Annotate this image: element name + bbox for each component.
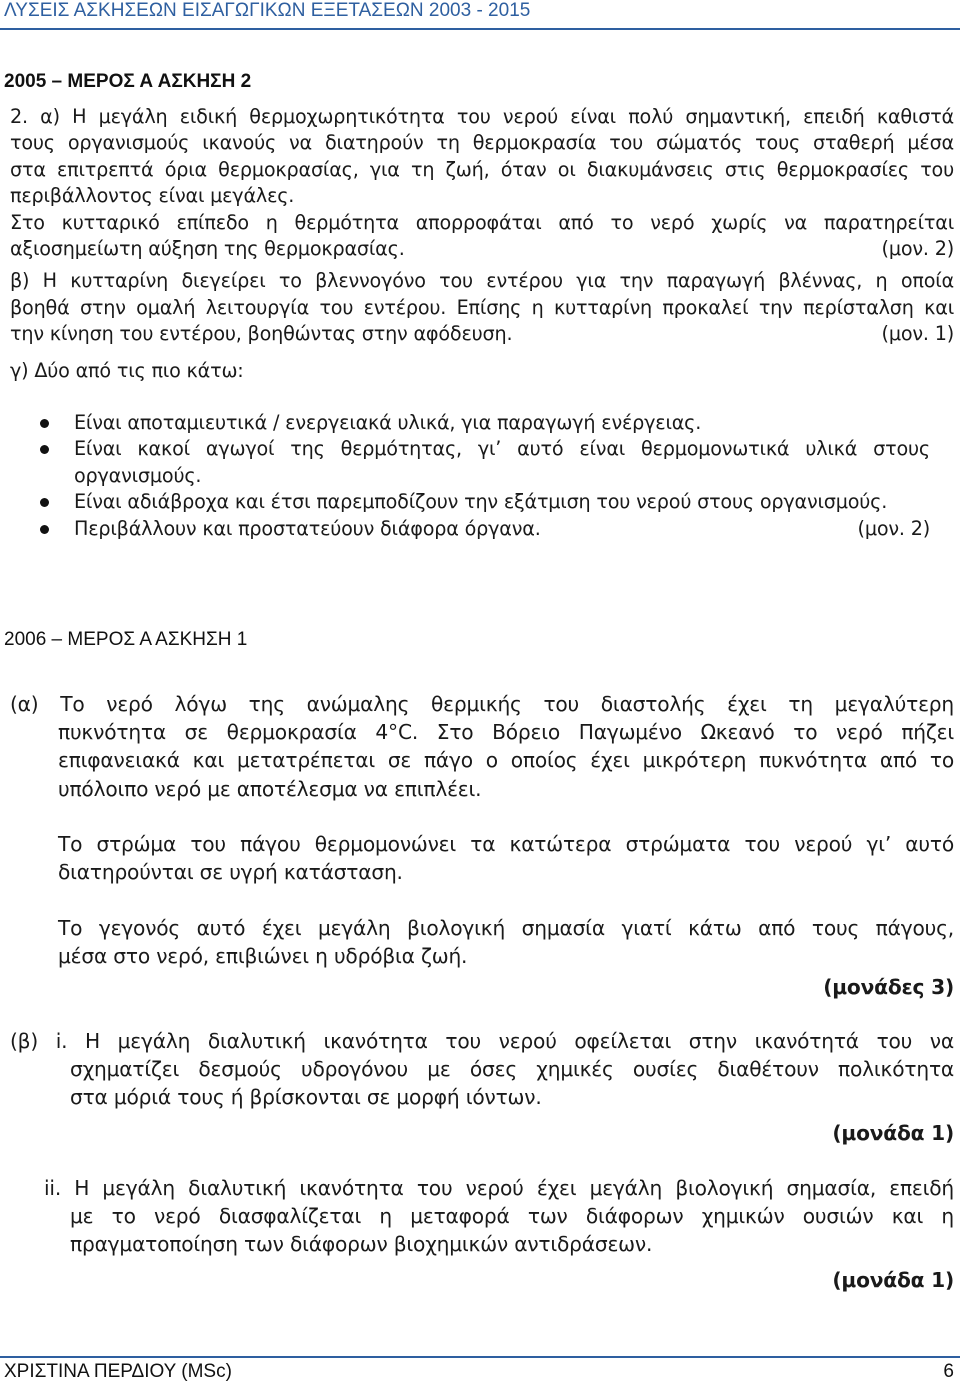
section-title-2006: 2006 – ΜΕΡΟΣ Α ΑΣΚΗΣΗ 1 <box>4 629 248 650</box>
answer-line: 2. α) Η μεγάλη ειδική θερμοχωρητικότητα του νερού είναι πολύ σημαντική, επειδή καθιστά <box>10 105 954 128</box>
answer-line: διατηρούνται σε υγρή κατάσταση. <box>58 860 403 885</box>
bullet-icon <box>40 419 49 428</box>
list-item: Είναι κακοί αγωγοί της θερμότητας, γι’ αυτό είναι θερμομονωτικά υλικά στους οργανισμούς. <box>10 436 954 489</box>
bullet-icon <box>40 498 49 507</box>
answer-line: Το γεγονός αυτό έχει μεγάλη βιολογική σημασία γιατί κάτω από τους πάγους, <box>58 916 954 941</box>
answer-line: στα μόριά τους ή βρίσκονται σε μορφή ιόντων. <box>70 1085 542 1110</box>
answer-line: σχηματίζει δεσμούς υδρογόνου με όσες χημικές ουσίες διαθέτουν πολικότητα <box>70 1057 954 1082</box>
answer-line-with-score <box>10 321 954 347</box>
footer-author: ΧΡΙΣΤΙΝΑ ΠΕΡΔΙΟΥ (MSc) <box>4 1361 232 1382</box>
score-label: (μον. 2) <box>881 237 954 261</box>
answer-line: αξιοσημείωτη αύξηση της θερμοκρασίας. <box>10 237 405 261</box>
score-label: (μον. 1) <box>881 322 954 346</box>
answer-line: γ) Δύο από τις πιο κάτω: <box>10 358 244 382</box>
answer-line: περιβάλλοντος είναι μεγάλες. <box>10 184 295 208</box>
answer-line-with-score <box>10 236 954 262</box>
answer-line: με το νερό διασφαλίζεται η μεταφορά των διάφορων χημικών ουσιών και η <box>70 1203 954 1228</box>
score-label: (μονάδες 3) <box>823 974 954 999</box>
answer-line: επιφανειακά και μετατρέπεται σε πάγο ο οποίος έχει μικρότερη πυκνότητα από το <box>58 748 954 773</box>
page-number: 6 <box>943 1361 954 1382</box>
answer-line: ii. Η μεγάλη διαλυτική ικανότητα του νερού έχει μεγάλη βιολογική σημασία, επειδή <box>44 1175 954 1200</box>
answer-line: υπόλοιπο νερό με αποτέλεσμα να επιπλέει. <box>58 776 482 801</box>
list-item: Είναι αδιάβροχα και έτσι παρεμποδίζουν την εξάτμιση του νερού στους οργανισμούς. <box>10 489 954 515</box>
answer-block-2005 <box>10 104 954 542</box>
list-item: Είναι αποταμιευτικά / ενεργειακά υλικά, για παραγωγή ενέργειας. <box>10 410 954 436</box>
section-title-2005: 2005 – ΜΕΡΟΣ Α ΑΣΚΗΣΗ 2 <box>4 71 252 92</box>
bullet-list <box>10 410 954 542</box>
running-header: ΛΥΣΕΙΣ ΑΣΚΗΣΕΩΝ ΕΙΣΑΓΩΓΙΚΩΝ ΕΞΕΤΑΣΕΩΝ 2003 - 2015 <box>4 0 531 21</box>
answer-line: πυκνότητα σε θερμοκρασία 4°C. Στο Βόρειο Παγωμένο Ωκεανό το νερό πήζει <box>58 720 954 745</box>
answer-line: β) Η κυτταρίνη διεγείρει το βλεννογόνο του εντέρου για την παραγωγή βλέννας, η οποία <box>10 269 954 293</box>
answer-line: την κίνηση του εντέρου, βοηθώντας στην αφόδευση. <box>10 322 513 346</box>
answer-line: βοηθά στην ομαλή λειτουργία του εντέρου. Επίσης η κυτταρίνη προκαλεί την περίσταλση και <box>10 295 954 319</box>
answer-line: (β) i. Η μεγάλη διαλυτική ικανότητα του νερού οφείλεται στην ικανότητά του να <box>10 1028 954 1053</box>
footer-divider <box>0 1356 960 1358</box>
answer-line: πραγματοποίηση των διάφορων βιοχημικών αντιδράσεων. <box>70 1232 653 1257</box>
score-label: (μονάδα 1) <box>832 1121 954 1146</box>
answer-line: στα επιτρεπτά όρια θερμοκρασίας, για τη ζωή, όταν οι διακυμάνσεις στις θερμοκρασίες του <box>10 157 954 181</box>
score-label: (μον. 2) <box>857 516 930 540</box>
bullet-icon <box>40 525 49 534</box>
answer-block-2006 <box>10 690 954 1294</box>
answer-line: Το στρώμα του πάγου θερμομονώνει τα κατώτερα στρώματα του νερού γι’ αυτό <box>58 831 954 856</box>
answer-line: τους οργανισμούς ικανούς να διατηρούν τη θερμοκρασία του σώματός τους σταθερή μέσα <box>10 131 954 155</box>
score-label: (μονάδα 1) <box>832 1268 954 1293</box>
list-item: Περιβάλλουν και προστατεύουν διάφορα όργανα. (μον. 2) <box>10 516 954 542</box>
bullet-icon <box>40 445 49 454</box>
answer-line: μέσα στο νερό, επιβιώνει η υδρόβια ζωή. <box>58 944 468 969</box>
answer-line: Στο κυτταρικό επίπεδο η θερμότητα απορροφάται από το νερό χωρίς να παρατηρείται <box>10 210 954 234</box>
header-divider <box>0 28 960 30</box>
answer-line: (α) Το νερό λόγω της ανώμαλης θερμικής του διαστολής έχει τη μεγαλύτερη <box>10 692 954 716</box>
